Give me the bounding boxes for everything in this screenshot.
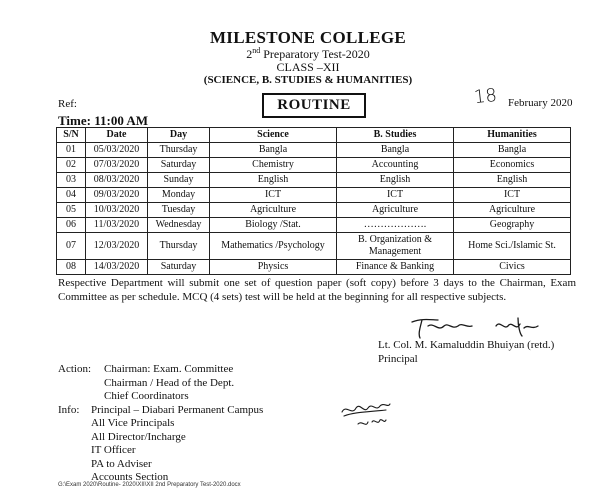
cell-science: Chemistry (210, 158, 337, 173)
table-row (57, 203, 571, 218)
list-item: Accounts Section (91, 471, 169, 483)
header-bstudies: B. Studies (337, 128, 454, 143)
list-item: Chairman / Head of the Dept. (104, 376, 235, 389)
routine-title: ROUTINE (262, 93, 366, 118)
cell-bstudies: Agriculture (337, 203, 454, 218)
cell-science: ICT (210, 188, 337, 203)
header-day: Day (148, 128, 210, 143)
cell-date: 05/03/2020 (86, 143, 148, 158)
cell-sn: 04 (57, 188, 86, 203)
header-humanities: Humanities (454, 128, 571, 143)
table-row (57, 158, 571, 173)
list-item: Chief Coordinators (104, 390, 189, 402)
list-item: All Director/Incharge (91, 430, 186, 443)
cell-humanities: Civics (454, 260, 571, 275)
header-sn: S/N (57, 128, 86, 143)
handwritten-initials (338, 398, 394, 434)
cell-day: Saturday (148, 260, 210, 275)
cell-sn: 07 (57, 233, 86, 260)
cell-bstudies: ICT (337, 188, 454, 203)
cell-bstudies: Finance & Banking (337, 260, 454, 275)
cell-date: 14/03/2020 (86, 260, 148, 275)
cell-humanities: Geography (454, 218, 571, 233)
cell-bstudies: Bangla (337, 143, 454, 158)
cell-science: Physics (210, 260, 337, 275)
cell-date: 10/03/2020 (86, 203, 148, 218)
list-item: PA to Adviser (91, 457, 152, 470)
cell-day: Tuesday (148, 203, 210, 218)
cell-sn: 02 (57, 158, 86, 173)
cell-day: Saturday (148, 158, 210, 173)
cell-day: Thursday (148, 233, 210, 260)
cell-sn: 05 (57, 203, 86, 218)
document-date: February 2020 (508, 97, 573, 109)
principal-signature (408, 314, 548, 340)
cell-humanities: ICT (454, 188, 571, 203)
cell-date: 09/03/2020 (86, 188, 148, 203)
cell-bstudies: B. Organization & Management (337, 233, 454, 260)
list-item: Principal – Diabari Permanent Campus (91, 403, 264, 416)
cell-humanities: Bangla (454, 143, 571, 158)
cell-day: Wednesday (148, 218, 210, 233)
header-science: Science (210, 128, 337, 143)
table-row (57, 218, 571, 233)
test-title: 2nd Preparatory Test-2020 (246, 46, 370, 61)
handwritten-day: 18 (472, 84, 498, 109)
list-item: All Vice Principals (91, 417, 175, 429)
instruction-note: Respective Department will submit one set of question paper (soft copy) before 3 days to the Chairman, Exam Committee as per schedule. MCQ (4 sets) test will be held at the beginning for all respective subjects. (58, 277, 576, 303)
cell-bstudies: English (337, 173, 454, 188)
info-label: Info: (58, 403, 80, 416)
cell-date: 11/03/2020 (86, 218, 148, 233)
ref-label: Ref: (58, 98, 77, 110)
cell-science: English (210, 173, 337, 188)
cell-humanities: Agriculture (454, 203, 571, 218)
cell-humanities: Home Sci./Islamic St. (454, 233, 571, 260)
header-date: Date (86, 128, 148, 143)
cell-sn: 06 (57, 218, 86, 233)
list-item: Chairman: Exam. Committee (104, 363, 234, 375)
college-name: MILESTONE COLLEGE (209, 28, 407, 47)
cell-sn: 08 (57, 260, 86, 275)
list-item: IT Officer (91, 444, 136, 456)
table-row (57, 233, 571, 260)
cell-date: 07/03/2020 (86, 158, 148, 173)
cell-science: Bangla (210, 143, 337, 158)
distribution-list (58, 363, 263, 485)
table-row (57, 173, 571, 188)
cell-bstudies: ………………. (337, 218, 454, 233)
table-row (57, 143, 571, 158)
table-row (57, 260, 571, 275)
signatory-block (378, 338, 554, 366)
file-path-footer: G:\Exam 2020\Routine- 2020\XII\XII 2nd Preparatory Test-2020.docx (58, 482, 241, 488)
cell-date: 08/03/2020 (86, 173, 148, 188)
cell-bstudies: Accounting (337, 158, 454, 173)
routine-table (56, 127, 571, 275)
streams-label: (SCIENCE, B. STUDIES & HUMANITIES) (203, 74, 413, 86)
cell-date: 12/03/2020 (86, 233, 148, 260)
table-header-row (57, 128, 571, 143)
cell-sn: 03 (57, 173, 86, 188)
cell-science: Biology /Stat. (210, 218, 337, 233)
cell-science: Mathematics /Psychology (210, 233, 337, 260)
cell-humanities: Economics (454, 158, 571, 173)
cell-science: Agriculture (210, 203, 337, 218)
cell-day: Thursday (148, 143, 210, 158)
cell-humanities: English (454, 173, 571, 188)
cell-day: Sunday (148, 173, 210, 188)
signatory-title: Principal (378, 353, 418, 365)
exam-time: Time: 11:00 AM (58, 113, 149, 128)
signatory-name: Lt. Col. M. Kamaluddin Bhuiyan (retd.) (378, 339, 555, 351)
cell-sn: 01 (57, 143, 86, 158)
class-label: CLASS –XII (276, 60, 340, 74)
table-row (57, 188, 571, 203)
cell-day: Monday (148, 188, 210, 203)
action-label: Action: (58, 363, 91, 375)
